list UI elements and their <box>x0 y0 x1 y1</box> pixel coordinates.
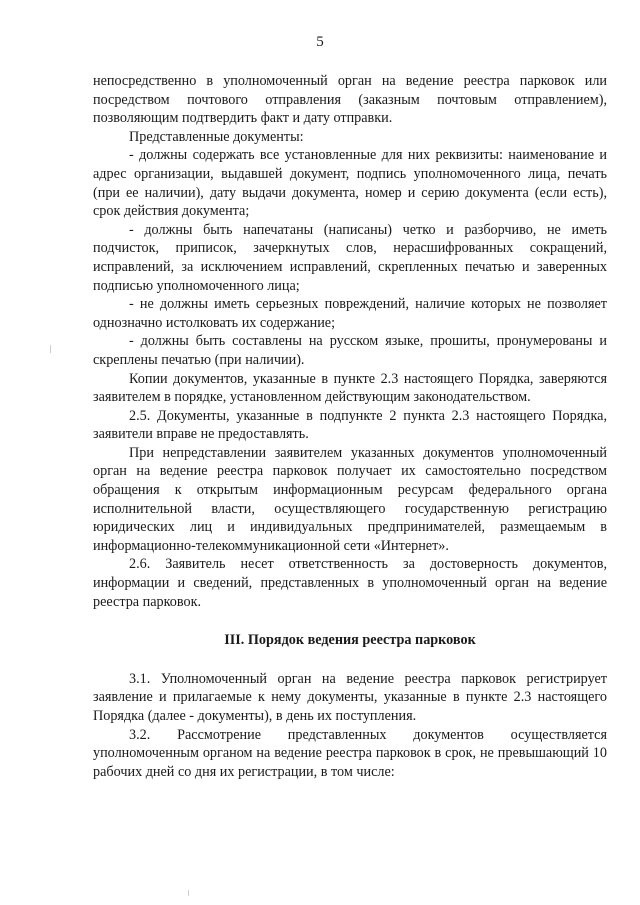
paragraph-3-2: 3.2. Рассмотрение представленных документов осуществляется уполномоченным органом на ведение реестра парковок в срок, не превышающий 10 рабочих дней со дня их регистрации, в том числе: <box>93 726 607 780</box>
paragraph-3-1: 3.1. Уполномоченный орган на ведение реестра парковок регистрирует заявление и прилагаемые к нему документы, указанные в пункте 2.3 настоящего Порядка (далее - документы), в день их поступления. <box>93 670 607 724</box>
paragraph-2-5: 2.5. Документы, указанные в подпункте 2 пункта 2.3 настоящего Порядка, заявители вправе не предоставлять. <box>93 407 607 443</box>
paragraph-continuation: непосредственно в уполномоченный орган на ведение реестра парковок или посредством почтового отправления (заказным почтовым отправлением), позволяющим подтвердить факт и дату отправки. <box>93 73 607 127</box>
paragraph-non-submission: При непредставлении заявителем указанных документов уполномоченный орган на ведение реестра парковок получает их самостоятельно посредством обращения к открытым информационным ресурсам федерального органа исполнительной власти, осуществляющего государственную регистрацию юридических лиц и индивидуальных предпринимателей, размещаемым в информационно-телекоммуникационной сети «Интернет». <box>93 444 607 554</box>
scan-margin-mark <box>50 345 51 353</box>
paragraph-requirement-damage: - не должны иметь серьезных повреждений, наличие которых не позволяет однозначно истолковать их содержание; <box>93 296 607 331</box>
paragraph-requirement-details: - должны содержать все установленные для них реквизиты: наименование и адрес организации, выдавшей документ, подпись уполномоченного лица, печать (при ее наличии), дату выдачи документа, номер и серию документа (если есть), срок действия документа; <box>93 147 607 220</box>
scan-bottom-mark <box>188 890 189 896</box>
paragraph-requirement-legible: - должны быть напечатаны (написаны) четко и разборчиво, не иметь подчисток, приписок, зачеркнутых слов, нерасшифрованных сокращений, исправлений, за исключением исправлений, скрепленных печатью и заверенных подписью уполномоченного лица; <box>93 221 607 294</box>
paragraph-documents-intro: Представленные документы: <box>129 128 304 145</box>
document-body <box>93 72 607 781</box>
paragraph-copies: Копии документов, указанные в пункте 2.3 настоящего Порядка, заверяются заявителем в порядке, установленном действующим законодательством. <box>93 370 607 406</box>
paragraph-2-6: 2.6. Заявитель несет ответственность за достоверность документов, информации и сведений, представленных в уполномоченный орган на ведение реестра парковок. <box>93 556 607 610</box>
page-number: 5 <box>316 34 324 50</box>
paragraph-requirement-language: - должны быть составлены на русском языке, прошиты, пронумерованы и скреплены печатью (при наличии). <box>93 333 607 368</box>
section-heading: III. Порядок ведения реестра парковок <box>224 632 476 649</box>
